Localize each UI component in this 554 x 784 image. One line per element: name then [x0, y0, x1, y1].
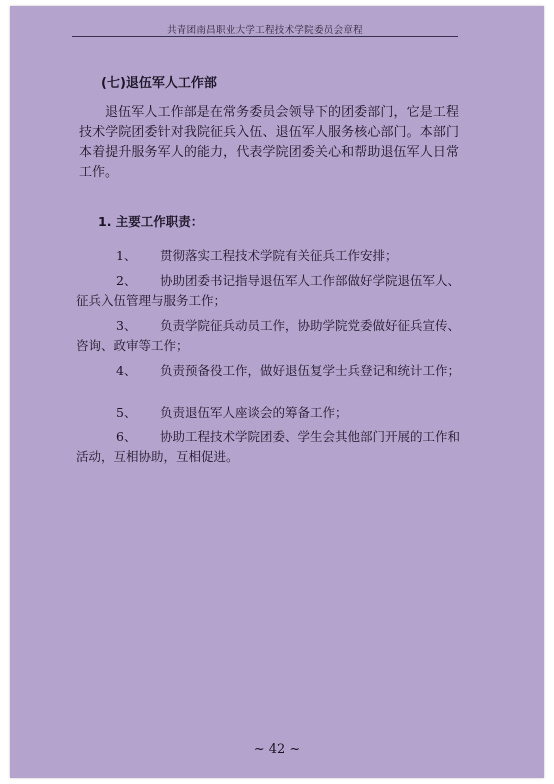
duty-text: 贯彻落实工程技术学院有关征兵工作安排； [160, 248, 398, 263]
duty-text: 负责学院征兵动员工作，协助学院党委做好征兵宣传、咨询、政审等工作； [76, 318, 461, 353]
duty-text: 协助工程技术学院团委、学生会其他部门开展的工作和活动，互相协助，互相促进。 [76, 429, 461, 464]
document-page [10, 6, 544, 778]
running-header: 共青团南昌职业大学工程技术学院委员会章程 [166, 25, 363, 36]
duty-item-4 [76, 361, 460, 381]
duty-number: 4、 [116, 363, 137, 378]
duty-number: 2、 [116, 273, 137, 288]
header-divider [72, 36, 458, 37]
duty-number: 3、 [116, 318, 137, 333]
duty-item-1 [76, 246, 460, 266]
duty-number: 1、 [116, 248, 137, 263]
section-title: (七)退伍军人工作部 [101, 76, 217, 91]
duty-text: 负责退伍军人座谈会的筹备工作； [160, 405, 348, 420]
duty-item-2 [76, 271, 460, 311]
duty-item-5 [76, 403, 460, 423]
duty-text: 协助团委书记指导退伍军人工作部做好学院退伍军人、征兵入伍管理与服务工作； [76, 273, 461, 308]
duties-heading: 1. 主要工作职责： [98, 214, 204, 229]
page-number: ~ 42 ~ [253, 742, 301, 757]
duty-number: 5、 [116, 405, 137, 420]
section-intro-paragraph: 退伍军人工作部是在常务委员会领导下的团委部门，它是工程技术学院团委针对我院征兵入伍、退伍军人服务核心部门。本部门本着提升服务军人的能力，代表学院团委关心和帮助退伍军人日常工作。 [79, 105, 459, 180]
duty-item-3 [76, 316, 460, 356]
duty-text: 负责预备役工作，做好退伍复学士兵登记和统计工作； [160, 363, 461, 378]
duty-item-6 [76, 427, 460, 467]
duty-number: 6、 [116, 429, 137, 444]
